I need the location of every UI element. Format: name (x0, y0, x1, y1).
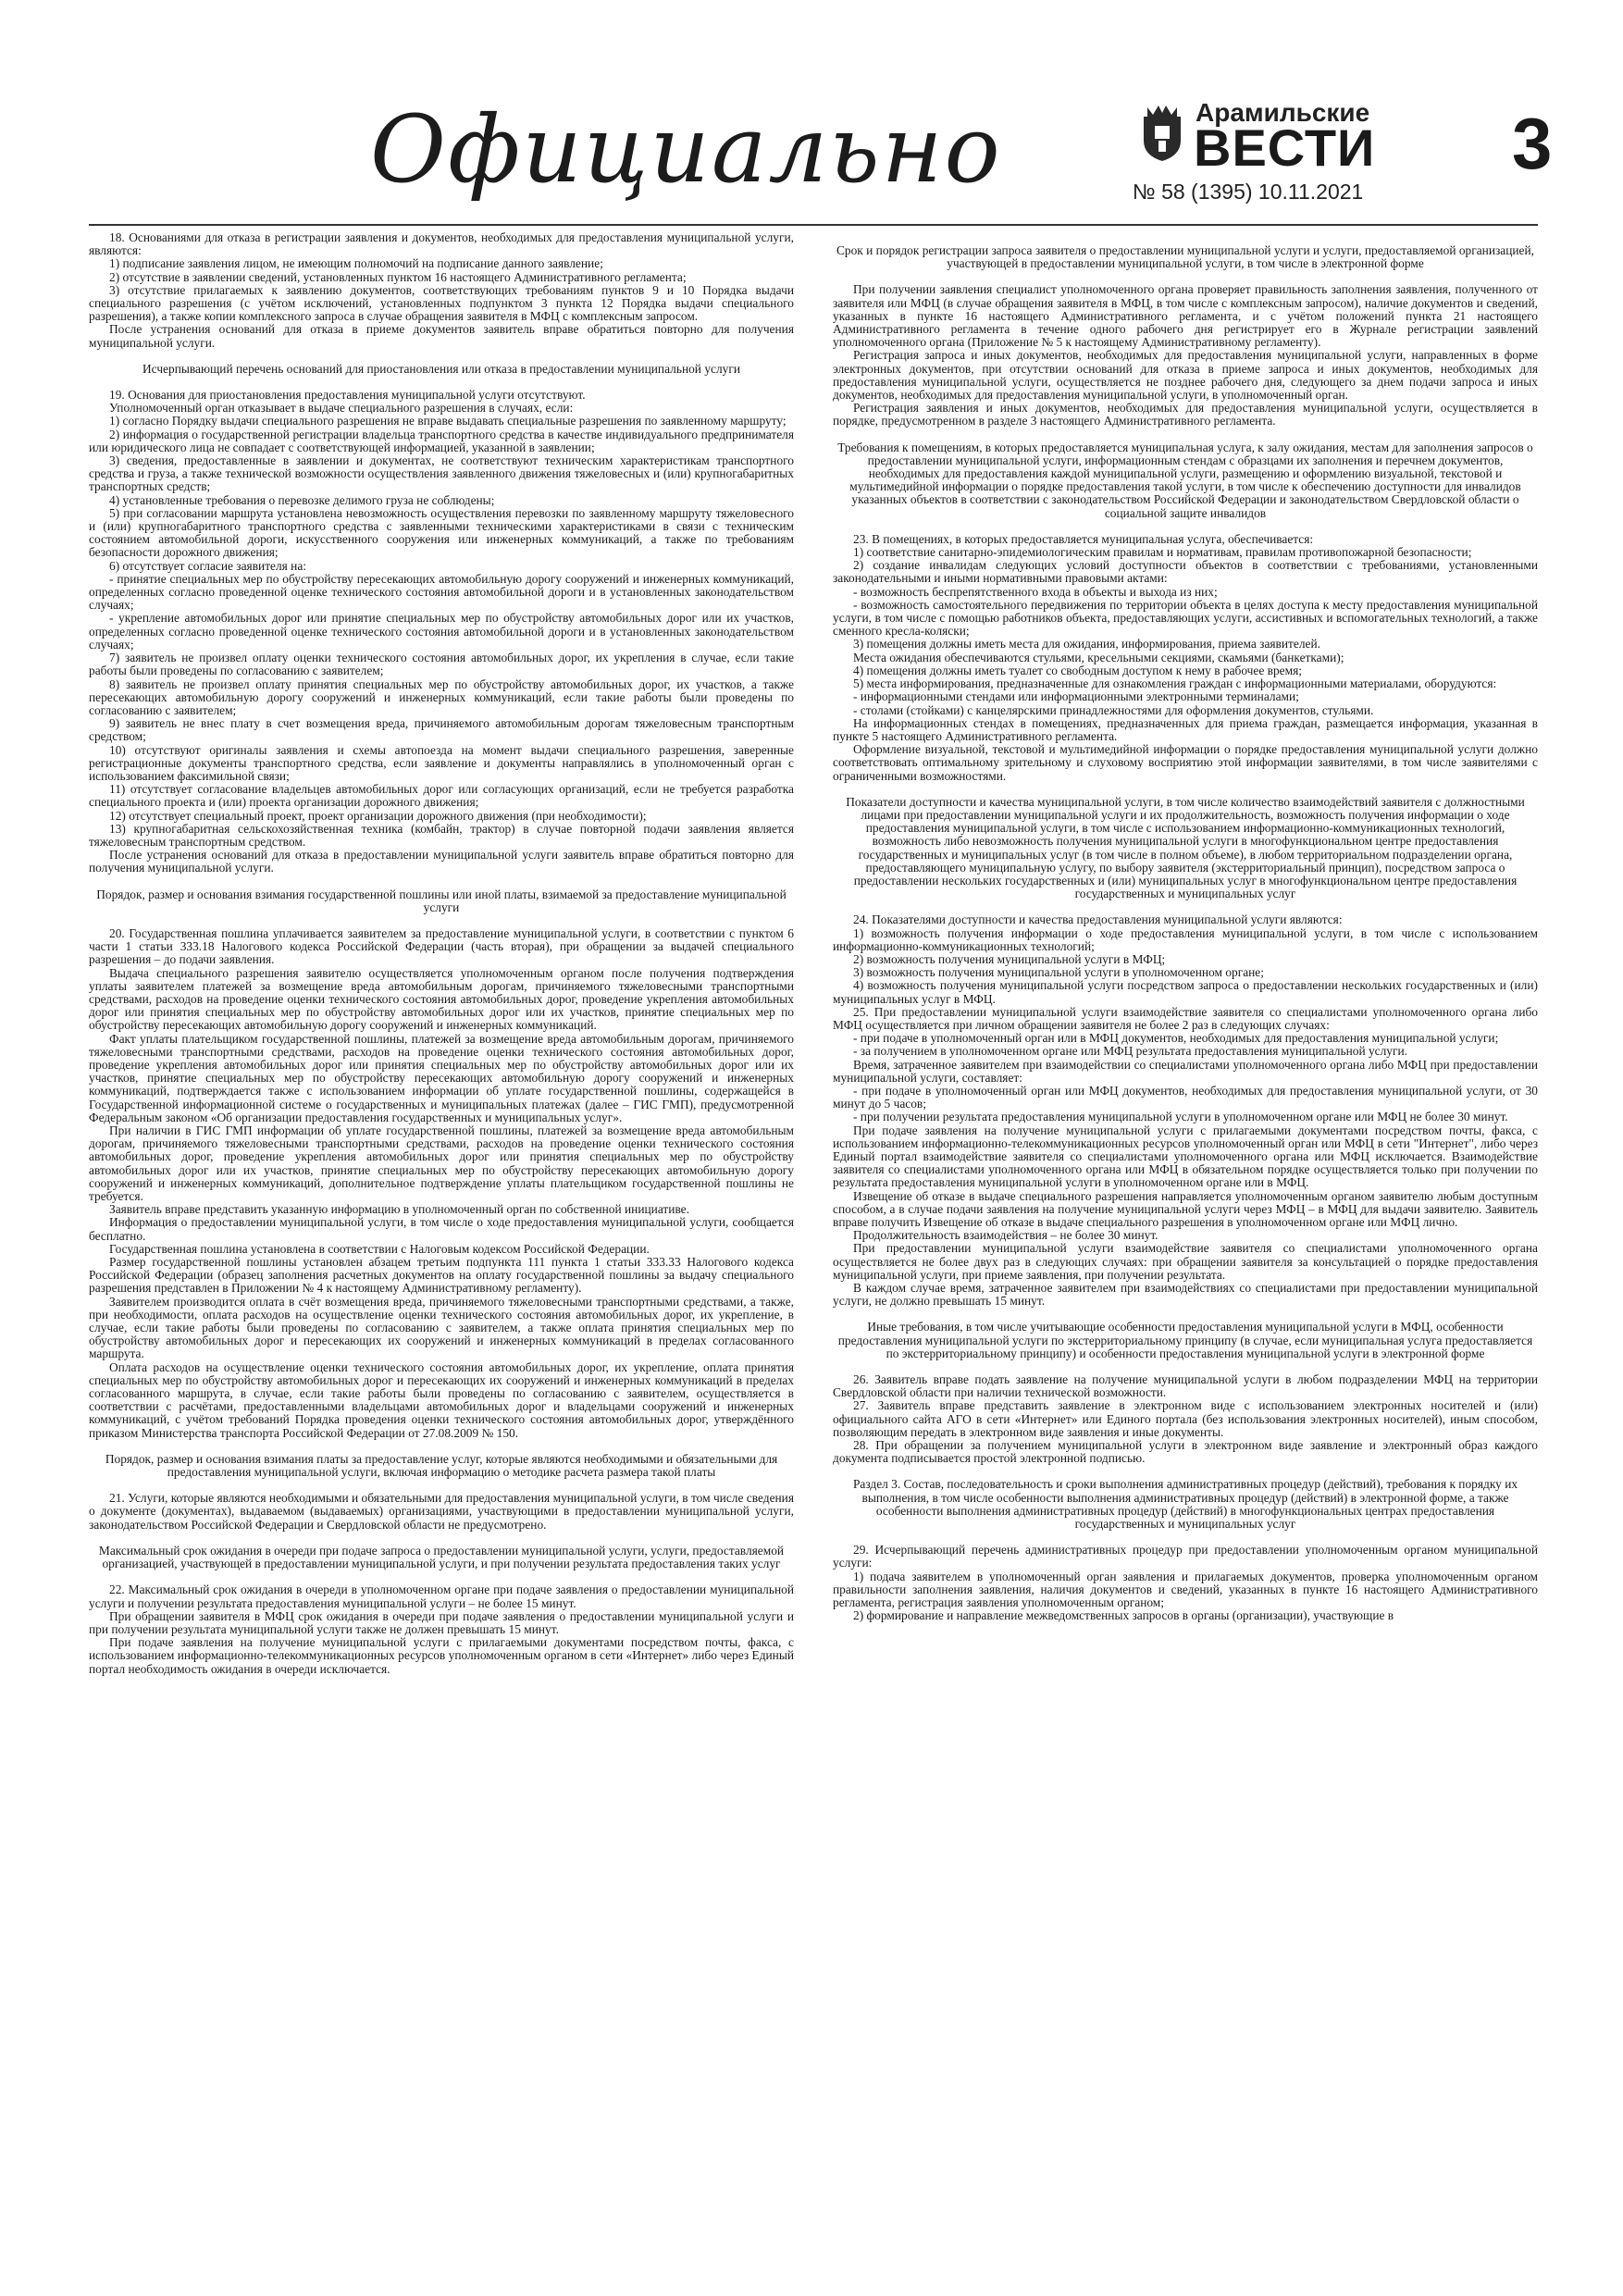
paragraph: Информация о предоставлении муниципальной услуги, в том числе о ходе предоставления муниципальной услуги, сообщается бесплатно. (89, 1215, 794, 1243)
paragraph: 4) помещения должны иметь туалет со свободным доступом к нему в рабочее время; (853, 663, 1302, 677)
section-heading: Срок и порядок регистрации запроса заявителя о предоставлении муниципальной услуги и услуги, предоставляемой организацией, участвующей в предоставлении муниципальной услуги, в том числе в электронной форме (836, 243, 1535, 271)
coat-of-arms-icon (1138, 104, 1186, 163)
paragraph: 4) установленные требования о перевозке делимого груза не соблюдены; (109, 492, 495, 507)
paragraph: При получении заявления специалист уполномоченного органа проверяет правильность заполнения заявления, полученного от заявителя или МФЦ (в случае обращения заявителя в МФЦ, в том числе с комплексным запросом), наличие документов и сведений, указанных в пункте 16 настоящего Административного регламента, и с учётом положений пункта 21 настоящего Административного регламента в течение одного рабочего дня регистрирует его в Журнале регистрации заявлений уполномоченного органа (Приложение № 5 к настоящему Административному регламенту). (833, 282, 1538, 350)
paragraph: При подаче заявления на получение муниципальной услуги с прилагаемыми документами посредством почты, факса, с использованием информационно-телекоммуникационных ресурсов уполномоченным органом в сети «Интернет» либо через Единый портал необходимость ожидания в очереди исключается. (89, 1635, 794, 1676)
paragraph: - информационными стендами или информационными электронными терминалами; (853, 689, 1299, 704)
paragraph: Выдача специального разрешения заявителю осуществляется уполномоченным органом после получения подтверждения уплаты заявителем платежей за возмещение вреда автомобильным дорогам, причиняемого тяжеловесными транспортными средствами, расходов на проведение оценки технического состояния автомобильных дорог, проведение укрепления автомобильных дорог или принятия специальных мер по обустройству автомобильных дорог или их участков, принятие специальных мер по обустройству пересекающих автомобильную дорогу сооружений и инженерных коммуникаций. (89, 965, 794, 1033)
section-heading: Исчерпывающий перечень оснований для приостановления или отказа в предоставлении муниципальной услуги (142, 361, 740, 376)
paragraph: 9) заявитель не внес плату в счет возмещения вреда, причиняемого автомобильным дорогам тяжеловесным транспортным средством; (89, 716, 794, 744)
paragraph: 2) информация о государственной регистрации владельца транспортного средства в качестве индивидуального предпринимателя или юридического лица не совпадает с соответствующей информацией, указанной в заявлении; (89, 427, 794, 454)
paragraph: 28. При обращении за получением муниципальной услуги в электронном виде заявление и электронный образ каждого документа подписывается простой электронной подписью. (833, 1438, 1538, 1466)
paragraph: 5) места информирования, предназначенные для ознакомления граждан с информационными материалами, оборудуются: (853, 676, 1497, 691)
paragraph: Регистрация запроса и иных документов, необходимых для предоставления муниципальной услуги, направленных в форме электронных документов, при отсутствии оснований для отказа в приеме запроса и иных документов, необходимых для предоставления муниципальной услуги, осуществляется не позднее рабочего дня, следующего за днем подачи запроса и иных документов, необходимых для предоставления муниципальной услуги, в уполномоченный орган. (833, 348, 1538, 403)
paragraph: 1) согласно Порядку выдачи специального разрешения не вправе выдавать специальные разрешения по заявленному маршруту; (109, 414, 787, 428)
paragraph: 25. При предоставлении муниципальной услуги взаимодействие заявителя со специалистами уполномоченного органа либо МФЦ осуществляется при личном обращении заявителя не более 2 раз в следующих случаях: (833, 1004, 1538, 1032)
paragraph: - за получением в уполномоченном органе или МФЦ результата предоставления муниципальной услуги. (853, 1044, 1407, 1059)
paragraph: - столами (стойками) с канцелярскими принадлежностями для оформления документов, стульями. (853, 702, 1374, 717)
paragraph: Заявитель вправе представить указанную информацию в уполномоченный орган по собственной инициативе. (109, 1202, 689, 1217)
paragraph: - укрепление автомобильных дорог или принятие специальных мер по обустройству автомобильных дорог или их участков, определенных согласно проведенной оценке технического состояния автомобильной дороги и в установленных законодательством случаях; (89, 611, 794, 652)
paragraph: Оформление визуальной, текстовой и мультимедийной информации о порядке предоставления муниципальной услуги должно соответствовать оптимальному зрительному и слуховому восприятию этой информации заявителями, в том числе заявителями с ограниченными возможностями. (833, 742, 1538, 783)
paragraph: Размер государственной пошлины установлен абзацем третьим подпункта 111 пункта 1 статьи 333.33 Налогового кодекса Российской Федерации (образец заполнения расчетных документов на оплату государственной пошлины за выдачу специального разрешения представлен в Приложении № 4 к настоящему Административному регламенту). (89, 1255, 794, 1296)
paragraph: Факт уплаты плательщиком государственной пошлины, платежей за возмещение вреда автомобильным дорогам, причиняемого тяжеловесными транспортными средствами, расходов на проведение оценки технического состояния автомобильных дорог, проведение укрепления автомобильных дорог или принятия специальных мер по обустройству автомобильных дорог или их участков, принятие специальных мер по обустройству пересекающих автомобильную дорогу сооружений и инженерных коммуникаций, подтверждается также с использованием информации об уплате государственной пошлины, содержащейся в Государственной информационной системе о государственных и муниципальных платежах (далее – ГИС ГМП), предусмотренной Федеральным законом «Об организации предоставления государственных и муниципальных услуг». (89, 1031, 794, 1124)
paragraph: Регистрация заявления и иных документов, необходимых для предоставления муниципальной услуги, осуществляется в порядке, предусмотренном в разделе 3 настоящего Административного регламента. (833, 401, 1538, 428)
paragraph: 5) при согласовании маршрута установлена невозможность осуществления перевозки по заявленному маршруту тяжеловесного и (или) крупногабаритного транспортного средства с заявленными техническими характеристиками в связи с техническим состоянием автомобильной дороги, искусственного сооружения или инженерных коммуникаций, а также по требованиям безопасности дорожного движения; (89, 505, 794, 560)
paragraph: Время, затраченное заявителем при взаимодействии со специалистами уполномоченного органа либо МФЦ при предоставлении муниципальной услуги, составляет: (833, 1057, 1538, 1085)
paragraph: 3) сведения, предоставленные в заявлении и документах, не соответствуют техническим характеристикам транспортного средства и груза, а также технической возможности осуществления заявленного движения тяжеловесных и (или) крупногабаритных транспортных средств; (89, 453, 794, 494)
paragraph: При обращении заявителя в МФЦ срок ожидания в очереди при подаче заявления о предоставлении муниципальной услуги и при получении результата муниципальной услуги также не должен превышать 15 минут. (89, 1608, 794, 1636)
section-heading: Максимальный срок ожидания в очереди при подаче запроса о предоставлении муниципальной услуги, услуги, предоставляемой организацией, участвующей в предоставлении муниципальной услуги, и при получении результата предоставления таких услуг (98, 1543, 785, 1571)
page-number: 3 (1512, 103, 1553, 184)
paragraph: 3) возможность получения муниципальной услуги в уполномоченном органе; (853, 965, 1264, 980)
paragraph: 11) отсутствует согласование владельцев автомобильных дорог или согласующих организаций, если не требуется разработка специального проекта и (или) проекта организации дорожного движения; (89, 782, 794, 810)
paragraph: - возможность самостоятельного передвижения по территории объекта в целях доступа к месту предоставления муниципальной услуги, в том числе с помощью работников объекта, предоставляющих услуги, ассистивных и вспомогательных технологий, а также сменного кресла-коляски; (833, 597, 1538, 639)
paragraph: 2) создание инвалидам следующих условий доступности объектов в соответствии с требованиями, установленными законодательными и иными нормативными правовыми актами: (833, 558, 1538, 586)
paragraph: - при получении результата предоставления муниципальной услуги в уполномоченном органе или МФЦ не более 30 минут. (853, 1110, 1508, 1124)
paragraph: 1) подача заявителем в уполномоченный орган заявления и прилагаемых документов, проверка уполномоченным органом правильности заполнения заявления, наличия документов и сведений, указанных в пункте 16 настоящего Административного регламента, регистрация заявления уполномоченным органом; (833, 1569, 1538, 1610)
paragraph: 2) формирование и направление межведомственных запросов в органы (организации), участвующие в (853, 1608, 1394, 1623)
paragraph: 18. Основаниями для отказа в регистрации заявления и документов, необходимых для предоставления муниципальной услуги, являются: (89, 231, 794, 258)
masthead (65, 0, 1558, 215)
paragraph: 13) крупногабаритная сельскохозяйственная техника (комбайн, трактор) в случае повторной подачи заявления является тяжеловесным транспортным средством. (89, 821, 794, 849)
paragraph: Государственная пошлина установлена в соответствии с Налоговым кодексом Российской Федерации. (109, 1241, 650, 1256)
paragraph: Извещение об отказе в выдаче специального разрешения направляется уполномоченным органом заявителю любым доступным способом, а в случае подачи заявления на получение муниципальной услуги через МФЦ – в МФЦ для выдачи заявителю. Заявитель вправе получить Извещение об отказе в выдаче специального разрешения в уполномоченном органе или МФЦ лично. (833, 1188, 1538, 1230)
paragraph: - возможность беспрепятственного входа в объекты и выхода из них; (853, 584, 1218, 599)
paragraph: 7) заявитель не произвел оплату оценки технического состояния автомобильных дорог, их укрепления в случае, если такие работы были проведены по согласованию с заявителем; (89, 651, 794, 678)
paragraph: Заявителем производится оплата в счёт возмещения вреда, причиняемого тяжеловесными транспортными средствами, а также, при необходимости, оплата расходов на осуществление оценки технического состояния автомобильных дорог, их укрепление, в случае, если такие работы были проведены по согласованию с заявителем, а также оплата принятия специальных мер по обустройству автомобильных дорог и пересекающих их сооружений и инженерных коммуникаций в пределах согласованного маршрута. (89, 1294, 794, 1361)
paragraph: 22. Максимальный срок ожидания в очереди в уполномоченном органе при подаче заявления о предоставлении муниципальной услуги и получении результата предоставления муниципальной услуги – не более 15 минут. (89, 1582, 794, 1610)
paragraph: - при подаче в уполномоченный орган или в МФЦ документов, необходимых для предоставления муниципальной услуги; (853, 1031, 1499, 1046)
section-heading: Порядок, размер и основания взимания платы за предоставление услуг, которые являются необходимыми и обязательными для предоставления муниципальной услуги, включая информацию о методике расчета размера такой платы (105, 1451, 778, 1480)
paragraph: Оплата расходов на осуществление оценки технического состояния автомобильных дорог, их укрепление, оплата принятия специальных мер по обустройству автомобильных дорог и пересекающих их сооружений и инженерных коммуникаций в пределах согласованного маршрута, в случае, если такие работы были проведены по согласованию с заявителем, осуществляется в соответствии с расчётами, предоставленными владельцами автомобильных дорог и владельцами сооружений и инженерных коммуникаций, с учётом требований Порядка проведения оценки технического состояния автомобильных дорог, утверждённого приказом Министерства транспорта Российской Федерации от 27.08.2009 № 150. (89, 1359, 794, 1440)
paragraph: 19. Основания для приостановления предоставления муниципальной услуги отсутствуют. (109, 388, 586, 403)
paragraph: 1) соответствие санитарно-эпидемиологическим правилам и нормативам, правилам противопожарной безопасности; (853, 545, 1472, 560)
paragraph: 12) отсутствует специальный проект, проект организации дорожного движения (при необходимости); (109, 808, 647, 823)
left-column (89, 231, 794, 2277)
paragraph: 8) заявитель не произвел оплату принятия специальных мер по обустройству автомобильных дорог, их участков, а также пересекающих автомобильную дорогу сооружений и инженерных коммуникаций, если такие работы были проведены по согласованию с заявителем; (89, 676, 794, 717)
paragraph: Места ожидания обеспечиваются стульями, кресельными секциями, скамьями (банкетками); (853, 650, 1344, 664)
brand-name-top: Арамильские (1196, 98, 1370, 127)
right-column (833, 231, 1538, 2277)
issue-number-date: № 58 (1395) 10.11.2021 (1133, 180, 1364, 204)
paragraph: 27. Заявитель вправе представить заявление в электронном виде с использованием электронных носителей и (или) официального сайта АГО в сети «Интернет» или Единого портала (без использования электронных носителей), иным способом, позволяющим передать в электронном виде заявления и иные документы. (833, 1398, 1538, 1439)
paragraph: Уполномоченный орган отказывает в выдаче специального разрешения в случаях, если: (109, 401, 574, 416)
newspaper-logo (1138, 89, 1376, 191)
section-heading: Порядок, размер и основания взимания государственной пошлины или иной платы, взимаемой за предоставление муниципальной услуги (96, 887, 787, 914)
paragraph: 1) возможность получения информации о ходе предоставления муниципальной услуги, в том числе с использованием информационно-коммуникационных технологий; (833, 925, 1538, 953)
section-heading: Требования к помещениям, в которых предоставляется муниципальная услуга, к залу ожидания, местам для заполнения запросов о предоставлении муниципальной услуги, информационным стендам с образцами их заполнения и перечнем документов, необходимых для предоставления каждой муниципальной услуги, размещению и оформлению визуальной, текстовой и мультимедийной информации о порядке предоставления такой услуги, в том числе к обеспечению доступности для инвалидов указанных объектов в соответствии с законодательством Российской Федерации и законодательством Свердловской области о социальной защите инвалидов (837, 440, 1533, 520)
header-rule (89, 224, 1538, 226)
paragraph: 1) подписание заявления лицом, не имеющим полномочий на подписание данного заявление; (109, 256, 603, 271)
paragraph: - принятие специальных мер по обустройству пересекающих автомобильную дорогу сооружений и инженерных коммуникаций, определенных согласно проведенной оценке технического состояния автомобильной дороги и в установленных законодательством случаях; (89, 571, 794, 613)
paragraph: 10) отсутствуют оригиналы заявления и схемы автопоезда на момент выдачи специального разрешения, заверенные регистрационные документы транспортного средства, если заявление и документы направлялись в уполномоченный орган с использованием факсимильной связи; (89, 742, 794, 783)
paragraph: После устранения оснований для отказа в приеме документов заявитель вправе обратиться повторно для получения муниципальной услуги. (89, 322, 794, 350)
paragraph: 3) отсутствие прилагаемых к заявлению документов, соответствующих требованиям пунктов 9 и 10 Порядка выдачи специального разрешения (с учётом исключений, установленных подпунктом 3 пункта 12 Порядка выдачи специального разрешения), а также копии комплексного запроса в случае обращения заявителя в МФЦ с комплексным запросом. (89, 282, 794, 324)
section-heading: Раздел 3. Состав, последовательность и сроки выполнения административных процедур (действий), требования к порядку их выполнения, в том числе особенности выполнения административных процедур (действий) в электронной форме, а также особенности выполнения административных процедур (действий) в многофункциональных центрах предоставления государственных и муниципальных услуг (852, 1477, 1518, 1532)
paragraph: После устранения оснований для отказа в предоставлении муниципальной услуги заявитель вправе обратиться повторно для получения муниципальной услуги. (89, 848, 794, 875)
paragraph: 2) возможность получения муниципальной услуги в МФЦ; (853, 951, 1166, 966)
section-heading: Показатели доступности и качества муниципальной услуги, в том числе количество взаимодействий заявителя с должностными лицами при предоставлении муниципальной услуги и их продолжительность, возможность получения информации о ходе предоставления муниципальной услуги, в том числе с использованием информационно-коммуникационных технологий, возможность либо невозможность получения муниципальной услуги в многофункциональном центре предоставления государственных и муниципальных услуг (в том числе в полном объеме), в любом территориальном подразделении органа, предоставляющего муниципальную услугу, по выбору заявителя (экстерриториальный принцип), посредством запроса о предоставлении нескольких государственных и (или) муниципальных услуг в многофункциональном центре предоставления государственных и муниципальных услуг (846, 794, 1525, 901)
paragraph: 21. Услуги, которые являются необходимыми и обязательными для предоставления муниципальной услуги, в том числе сведения о документе (документах), выдаваемом (выдаваемых) организациями, участвующими в предоставлении муниципальной услуги, законодательством Российской Федерации и Свердловской области не предусмотрено. (89, 1491, 794, 1532)
paragraph: При подаче заявления на получение муниципальной услуги с прилагаемыми документами посредством почты, факса, с использованием информационно-телекоммуникационных ресурсов уполномоченный орган или МФЦ в сети "Интернет", либо через Единый портал взаимодействие заявителя со специалистами уполномоченного органа или МФЦ исключается. Взаимодействие заявителя со специалистами уполномоченного органа или МФЦ в обязательном порядке осуществляется только при получении по результата предоставления муниципальной услуги в уполномоченном органе или в МФЦ. (833, 1123, 1538, 1190)
section-title: Официально (370, 95, 1002, 204)
section-heading: Иные требования, в том числе учитывающие особенности предоставления муниципальной услуги в МФЦ, особенности предоставления муниципальной услуги по экстерриториальному принципу (в случае, если муниципальная услуга предоставляется по экстерриториальному принципу) и особенности предоставления муниципальной услуги в электронной форме (837, 1320, 1533, 1360)
paragraph: Продолжительность взаимодействия – не более 30 минут. (853, 1228, 1158, 1243)
paragraph: 3) помещения должны иметь места для ожидания, информирования, приема заявителей. (853, 637, 1320, 652)
paragraph: На информационных стендах в помещениях, предназначенных для приема граждан, размещается информация, указанная в пункте 5 настоящего Административного регламента. (833, 715, 1538, 743)
paragraph: 23. В помещениях, в которых предоставляется муниципальная услуга, обеспечивается: (853, 531, 1314, 546)
paragraph: 20. Государственная пошлина уплачивается заявителем за предоставление муниципальной услуги, в соответствии с пунктом 6 части 1 статьи 333.18 Налогового кодекса Российской Федерации (часть вторая), при обращении за выдачей специального разрешения – до подачи заявления. (89, 925, 794, 967)
paragraph: 29. Исчерпывающий перечень административных процедур при предоставлении уполномоченным органом муниципальной услуги: (833, 1543, 1538, 1570)
paragraph: 26. Заявитель вправе подать заявление на получение муниципальной услуги в любом подразделении МФЦ на территории Свердловской области при наличии технической возможности. (833, 1372, 1538, 1400)
paragraph: При наличии в ГИС ГМП информации об уплате государственной пошлины, платежей за возмещение вреда автомобильным дорогам, причиняемого тяжеловесными транспортными средствами, расходов на проведение оценки технического состояния автомобильных дорог, проведение укрепления автомобильных дорог или принятия специальных мер по обустройству автомобильных дорог или их участков, принятие специальных мер по обустройству пересекающих автомобильную дорогу сооружений и инженерных коммуникаций, дополнительное подтверждение уплаты плательщиком государственной пошлины не требуется. (89, 1123, 794, 1204)
paragraph: 2) отсутствие в заявлении сведений, установленных пунктом 16 настоящего Административного регламента; (109, 269, 687, 284)
brand-name-bottom: ВЕСТИ (1194, 118, 1376, 177)
paragraph: 24. Показателями доступности и качества предоставления муниципальной услуги являются: (853, 912, 1343, 927)
paragraph: 6) отсутствует согласие заявителя на: (109, 558, 307, 573)
paragraph: При предоставлении муниципальной услуги взаимодействие заявителя со специалистами уполномоченного органа осуществляется не более двух раз в следующих случаях: при обращении заявителя за консультацией о порядке предоставления муниципальной услуги, при приеме заявления, при получении результата. (833, 1241, 1538, 1282)
paragraph: 4) возможность получения муниципальной услуги посредством запроса о предоставлении нескольких государственных и (или) муниципальных услуг в МФЦ. (833, 978, 1538, 1006)
paragraph: В каждом случае время, затраченное заявителем при взаимодействиях со специалистами при предоставлении муниципальной услуги, не должно превышать 15 минут. (833, 1281, 1538, 1309)
paragraph: - при подаче в уполномоченный орган или МФЦ документов, необходимых для предоставления муниципальной услуги, от 30 минут до 5 часов; (833, 1083, 1538, 1111)
